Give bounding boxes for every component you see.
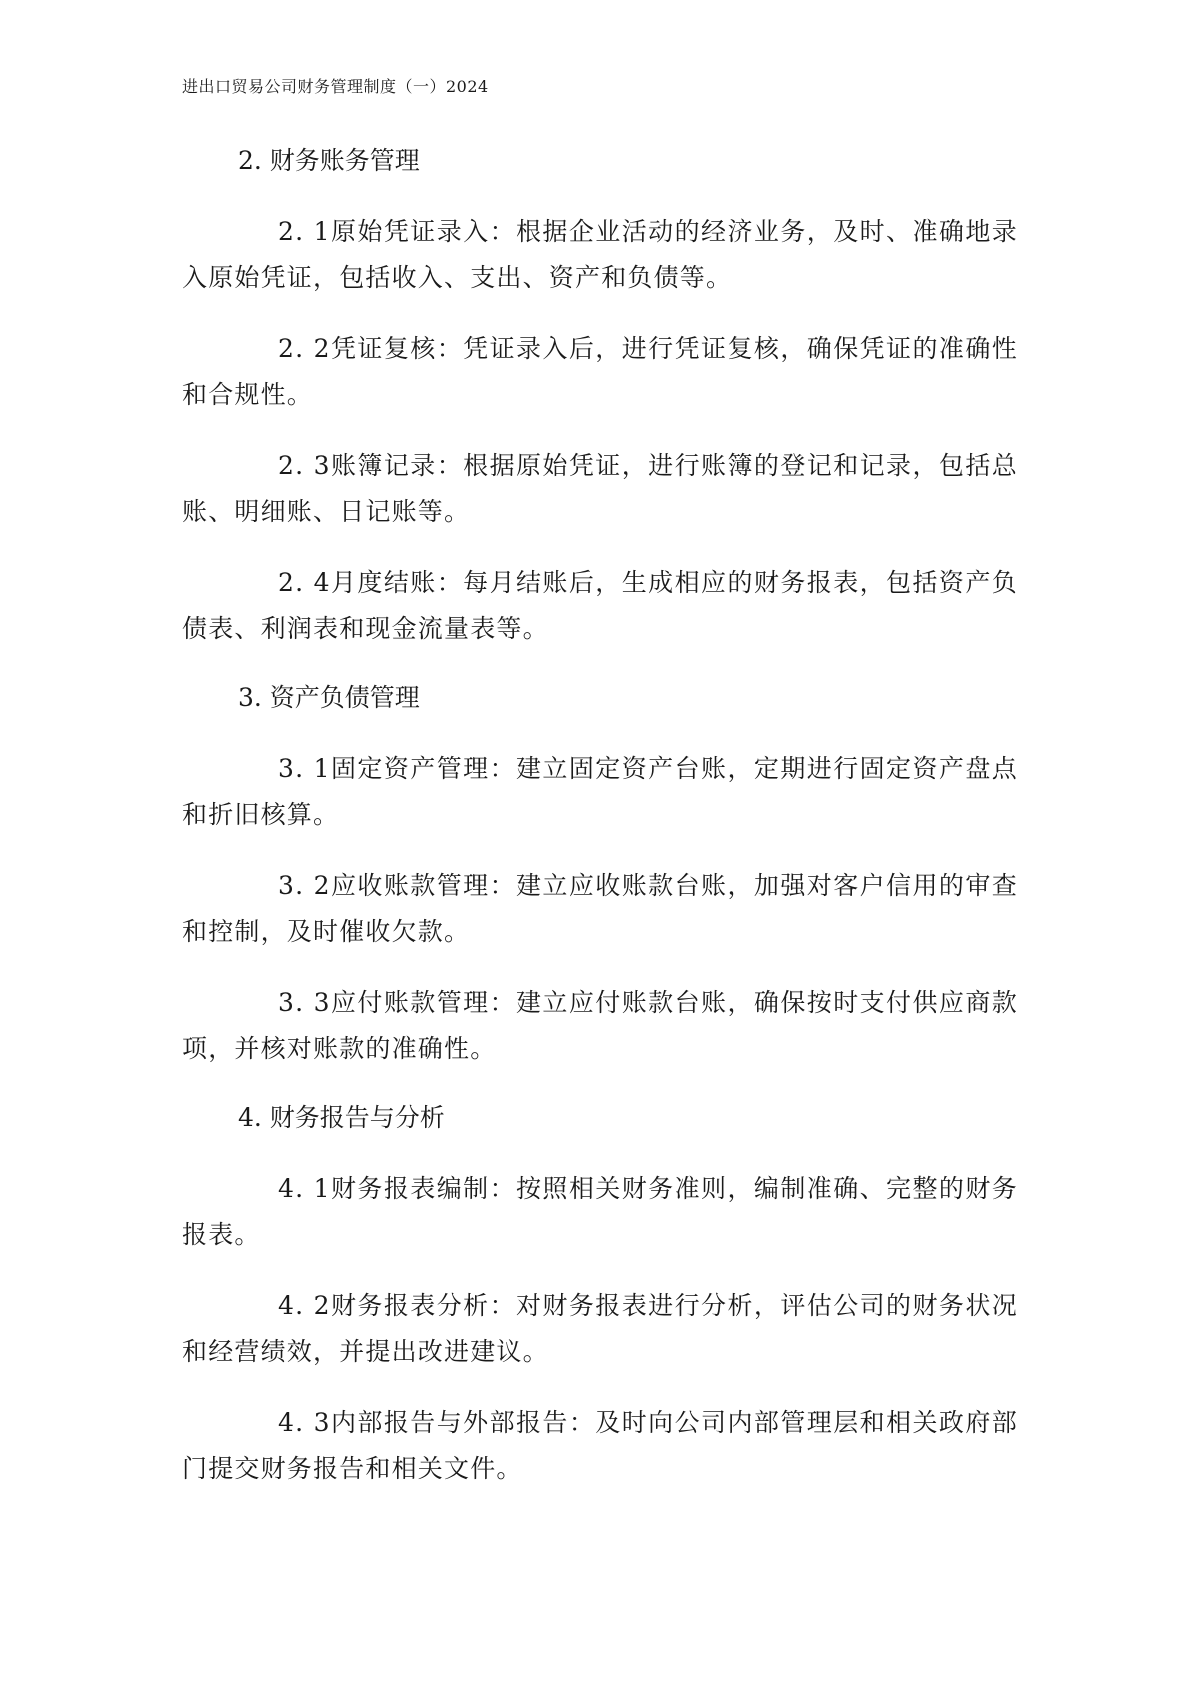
section-financial-accounts [182,140,1018,652]
paragraph-item: 2. 1原始凭证录入：根据企业活动的经济业务，及时、准确地录入原始凭证，包括收入、支出、资产和负债等。 [182,217,1018,292]
section-assets-liabilities [182,677,1018,1072]
paragraph-item: 2. 4月度结账：每月结账后，生成相应的财务报表，包括资产负债表、利润表和现金流量表等。 [182,568,1018,643]
document-body [182,140,1018,1517]
page-header-title: 进出口贸易公司财务管理制度（一）2024 [182,77,489,96]
paragraph-item: 2. 2凭证复核：凭证录入后，进行凭证复核，确保凭证的准确性和合规性。 [182,334,1018,409]
paragraph-item: 4. 3内部报告与外部报告：及时向公司内部管理层和相关政府部门提交财务报告和相关文件。 [182,1408,1018,1483]
paragraph-item: 3. 1固定资产管理：建立固定资产台账，定期进行固定资产盘点和折旧核算。 [182,754,1018,829]
section-heading: 2. 财务账务管理 [238,146,420,175]
paragraph-item: 4. 2财务报表分析：对财务报表进行分析，评估公司的财务状况和经营绩效，并提出改进建议。 [182,1291,1018,1366]
section-heading: 4. 财务报告与分析 [238,1103,445,1132]
section-heading: 3. 资产负债管理 [238,683,420,712]
section-financial-reports [182,1097,1018,1492]
paragraph-item: 3. 2应收账款管理：建立应收账款台账，加强对客户信用的审查和控制，及时催收欠款。 [182,871,1018,946]
paragraph-item: 4. 1财务报表编制：按照相关财务准则，编制准确、完整的财务报表。 [182,1174,1018,1249]
paragraph-item: 2. 3账簿记录：根据原始凭证，进行账簿的登记和记录，包括总账、明细账、日记账等。 [182,451,1018,526]
paragraph-item: 3. 3应付账款管理：建立应付账款台账，确保按时支付供应商款项，并核对账款的准确性。 [182,988,1018,1063]
